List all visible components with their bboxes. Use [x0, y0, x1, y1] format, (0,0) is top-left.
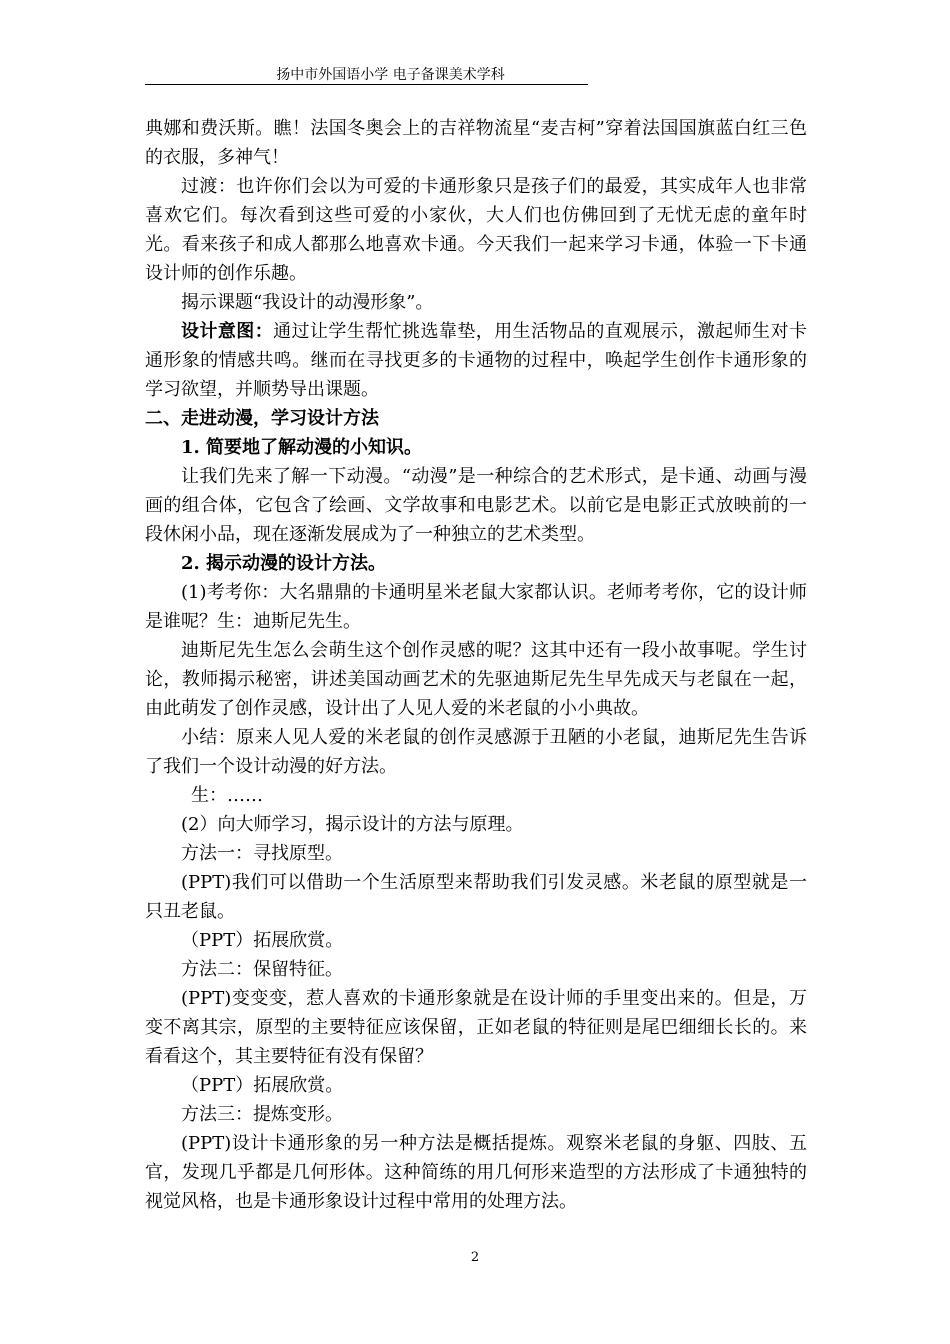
paragraph: 方法三：提炼变形。: [181, 1104, 343, 1125]
paragraph: 小结：原来人见人爱的米老鼠的创作灵感源于丑陋的小老鼠，迪斯尼先生告诉了我们一个设计动漫的好方法。: [145, 727, 807, 777]
paragraph: (PPT)我们可以借助一个生活原型来帮助我们引发灵感。米老鼠的原型就是一只丑老鼠。: [145, 872, 807, 922]
paragraph: 方法二：保留特征。: [181, 959, 343, 980]
design-intent-label: 设计意图：: [181, 321, 274, 342]
paragraph: (2）向大师学习，揭示设计的方法与原理。: [181, 814, 524, 835]
paragraph: 过渡：也许你们会以为可爱的卡通形象只是孩子们的最爱，其实成年人也非常喜欢它们。每次看到这些可爱的小家伙，大人们也仿佛回到了无忧无虑的童年时光。看来孩子和成人都那么地喜欢卡通。今天我们一起来学习卡通，体验一下卡通设计师的创作乐趣。: [145, 176, 807, 284]
design-intent-body: 通过让学生帮忙挑选靠垫，用生活物品的直观展示，激起师生对卡通形象的情感共鸣。继而在寻找更多的卡通物的过程中，唤起学生创作卡通形象的学习欲望，并顺势导出课题。: [145, 321, 808, 400]
paragraph: (PPT)变变变，惹人喜欢的卡通形象就是在设计师的手里变出来的。但是，万变不离其宗，原型的主要特征应该保留，正如老鼠的特征则是尾巴细细长长的。来看看这个，其主要特征有没有保留？: [145, 988, 807, 1067]
document-body: [145, 114, 807, 1216]
paragraph: (1)考考你：大名鼎鼎的卡通明星米老鼠大家都认识。老师考考你，它的设计师是谁呢？生：迪斯尼先生。: [145, 582, 807, 632]
paragraph: （PPT）拓展欣赏。: [181, 1075, 344, 1096]
paragraph: 迪斯尼先生怎么会萌生这个创作灵感的呢？这其中还有一段小故事呢。学生讨论，教师揭示秘密，讲述美国动画艺术的先驱迪斯尼先生早先成天与老鼠在一起，由此萌发了创作灵感，设计出了人见人爱的米老鼠的小小典故。: [145, 640, 807, 719]
section-heading: 二、走进动漫，学习设计方法: [145, 408, 379, 429]
header-text: 扬中市外国语小学 电子备课美术学科: [276, 67, 505, 83]
paragraph: 揭示课题“我设计的动漫形象”。: [181, 292, 434, 313]
page-number: 2: [470, 1250, 480, 1265]
paragraph: 生：……: [191, 785, 263, 806]
paragraph: 典娜和费沃斯。瞧！法国冬奥会上的吉祥物流星“麦吉柯”穿着法国国旗蓝白红三色的衣服，多神气！: [145, 118, 807, 168]
design-intent-paragraph: [145, 317, 807, 404]
page-header: [145, 66, 588, 85]
paragraph: 方法一：寻找原型。: [181, 843, 343, 864]
subsection-heading: 1. 简要地了解动漫的小知识。: [181, 437, 423, 458]
subsection-heading: 2. 揭示动漫的设计方法。: [181, 553, 387, 574]
paragraph: （PPT）拓展欣赏。: [181, 930, 344, 951]
paragraph: 让我们先来了解一下动漫。“动漫”是一种综合的艺术形式，是卡通、动画与漫画的组合体，它包含了绘画、文学故事和电影艺术。以前它是电影正式放映前的一段休闲小品，现在逐渐发展成为了一种独立的艺术类型。: [145, 466, 807, 545]
paragraph: (PPT)设计卡通形象的另一种方法是概括提炼。观察米老鼠的身躯、四肢、五官，发现几乎都是几何形体。这种简练的用几何形来造型的方法形成了卡通独特的视觉风格，也是卡通形象设计过程中常用的处理方法。: [145, 1133, 807, 1212]
